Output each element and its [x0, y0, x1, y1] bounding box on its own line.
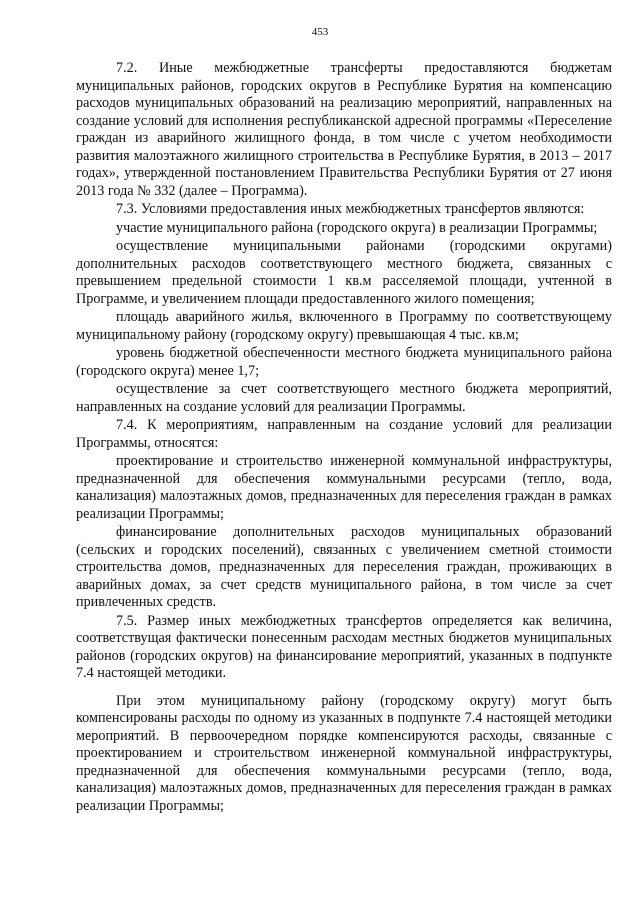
document-body	[76, 60, 612, 816]
measure-infrastructure: проектирование и строительство инженерной коммунальной инфраструктуры, предназначенной для обеспечения коммунальными ресурсами (тепло, вода, канализация) малоэтажных домов, предназначенных для переселения граждан в рамках реализации Программы;	[76, 453, 612, 522]
condition-additional-expenses: осуществление муниципальными районами (городскими округами) дополнительных расходов соответствующего местного бюджета, связанных с превышением предельной стоимости 1 кв.м расселяемой площади, учтенной в Программе, и увеличением площади предоставленного жилого помещения;	[76, 238, 612, 307]
paragraph-7-3: 7.3. Условиями предоставления иных межбюджетных трансфертов являются:	[116, 201, 585, 217]
paragraph-7-2: 7.2. Иные межбюджетные трансферты предоставляются бюджетам муниципальных районов, городских округов в Республике Бурятия на компенсацию расходов муниципальных образований на реализацию мероприятий, направленных на создание условий для исполнения республиканской адресной программы «Переселение граждан из аварийного жилищного фонда, в том числе с учетом необходимости развития малоэтажного жилищного строительства в Республике Бурятия, в 2013 – 2017 годах», утвержденной постановлением Правительства Республики Бурятия от 27 июня 2013 года № 332 (далее – Программа).	[76, 60, 612, 199]
measure-financing: финансирование дополнительных расходов муниципальных образований (сельских и городских поселений), связанных с увеличением сметной стоимости строительства домов, предназначенных для переселения граждан, проживающих в аварийных домах, за счет средств муниципального района, в том числе за счет привлеченных средств.	[76, 524, 612, 610]
condition-participation: участие муниципального района (городского округа) в реализации Программы;	[116, 219, 598, 236]
paragraph-7-4: 7.4. К мероприятиям, направленным на создание условий для реализации Программы, относятся:	[76, 417, 612, 451]
condition-budget-sufficiency: уровень бюджетной обеспеченности местного бюджета муниципального района (городского округа) менее 1,7;	[76, 345, 612, 379]
paragraph-7-5: 7.5. Размер иных межбюджетных трансфертов определяется как величина, соответствущая фактически понесенным расходам местных бюджетов муниципальных районов (городских округов) на финансирование мероприятий, указанных в подпункте 7.4 настоящей методики.	[76, 612, 612, 681]
condition-local-budget-measures: осуществление за счет соответствующего местного бюджета мероприятий, направленных на создание условий для реализации Программы.	[76, 381, 612, 415]
page-number: 453	[311, 26, 329, 38]
paragraph-compensation: При этом муниципальному району (городскому округу) могут быть компенсированы расходы по одному из указанных в подпункте 7.4 настоящей методики мероприятий. В первоочередном порядке компенсируются расходы, связанные с проектированием и строительством инженерной коммунальной инфраструктуры, предназначенной для обеспечения коммунальными ресурсами (тепло, вода, канализация) малоэтажных домов, предназначенных для переселения граждан в рамках реализации Программы;	[76, 692, 612, 814]
condition-emergency-housing-area: площадь аварийного жилья, включенного в Программу по соответствующему муниципальному району (городскому округу) превышающая 4 тыс. кв.м;	[76, 309, 612, 343]
